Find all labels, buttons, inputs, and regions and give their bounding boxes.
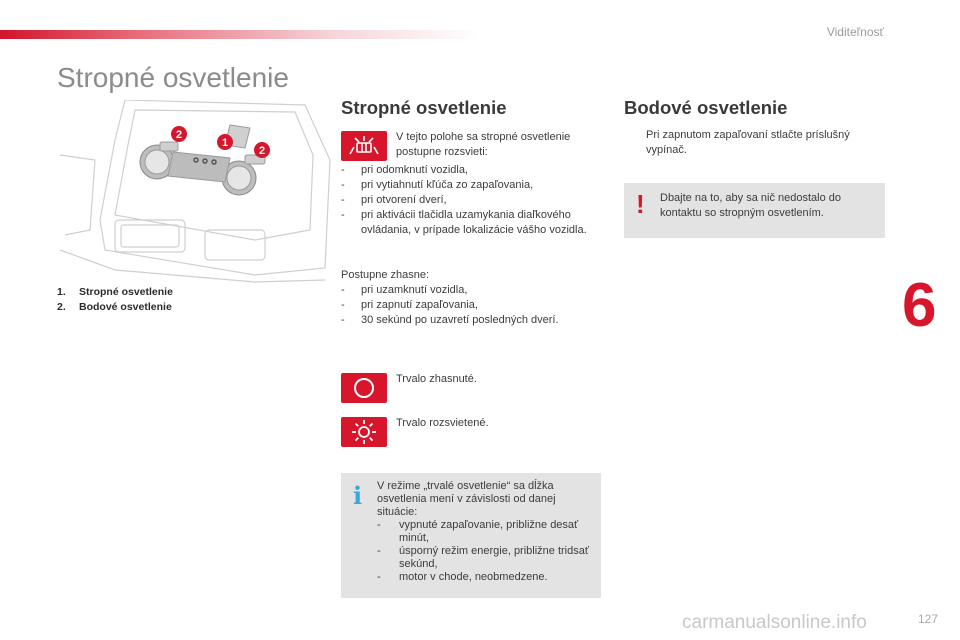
on-text: Trvalo rozsvietené. — [396, 417, 489, 429]
warning-box — [624, 183, 885, 238]
off-list — [341, 283, 603, 328]
svg-text:2: 2 — [258, 145, 266, 157]
list-item: - pri otvorení dverí, — [341, 194, 447, 206]
on-list — [341, 163, 603, 238]
list-item: - vypnuté zapaľovanie, približne desať minút, — [377, 519, 579, 544]
sun-light-icon — [341, 417, 387, 447]
list-item: - 30 sekúnd po uzavretí posledných dverí. — [341, 314, 559, 326]
list-item: - pri aktivácii tlačidla uzamykania diaľkového ovládania, v prípade lokalizácie vášho vozidla. — [341, 209, 587, 236]
illustration-caption — [57, 285, 173, 315]
section-heading-interior-light: Stropné osvetlenie — [341, 97, 507, 118]
callout-2-right — [254, 142, 270, 158]
callout-2-left — [171, 126, 187, 142]
warning-text: Dbajte na to, aby sa nič nedostalo do kontaktu so stropným osvetlením. — [660, 192, 842, 219]
list-item: - úsporný režim energie, približne tridsať sekúnd, — [377, 545, 589, 570]
off-heading: Postupne zhasne: — [341, 269, 430, 281]
caption-item: 2. Bodové osvetlenie — [57, 301, 172, 313]
list-item: - pri vytiahnutí kľúča zo zapaľovania, — [341, 179, 534, 191]
top-accent-bar — [0, 30, 480, 39]
circle-off-icon — [341, 373, 387, 403]
svg-text:2: 2 — [175, 129, 183, 141]
info-text: V režime „trvalé osvetlenie“ sa dĺžka osvetlenia mení v závislosti od danej situácie: — [377, 480, 556, 518]
warning-icon: ! — [636, 189, 645, 219]
ceiling-light-illustration — [55, 100, 331, 285]
page-number: 127 — [918, 612, 939, 626]
progressive-text: V tejto polohe sa stropné osvetlenie postupne rozsvieti: — [396, 131, 571, 158]
interior-light-door-icon — [341, 131, 387, 161]
list-item: - pri uzamknutí vozidla, — [341, 284, 468, 296]
caption-item: 1. Stropné osvetlenie — [57, 286, 173, 298]
callout-1 — [217, 134, 233, 150]
list-item: - pri zapnutí zapaľovania, — [341, 299, 478, 311]
page-title: Stropné osvetlenie — [57, 62, 289, 93]
info-icon: i — [353, 481, 363, 510]
off-text: Trvalo zhasnuté. — [396, 373, 477, 385]
chapter-number: 6 — [902, 271, 937, 340]
info-box — [341, 473, 601, 598]
list-item: - pri odomknutí vozidla, — [341, 164, 468, 176]
watermark: carmanualsonline.info — [682, 612, 867, 633]
spot-light-bullet: Pri zapnutom zapaľovaní stlačte príslušný vypínač. — [624, 128, 884, 158]
chapter-name: Viditeľnosť — [826, 25, 884, 39]
section-heading-spot-light: Bodové osvetlenie — [624, 97, 788, 118]
checkbox-bullet-icon — [624, 128, 646, 158]
svg-text:1: 1 — [221, 137, 229, 149]
list-item: - motor v chode, neobmedzene. — [377, 571, 548, 583]
